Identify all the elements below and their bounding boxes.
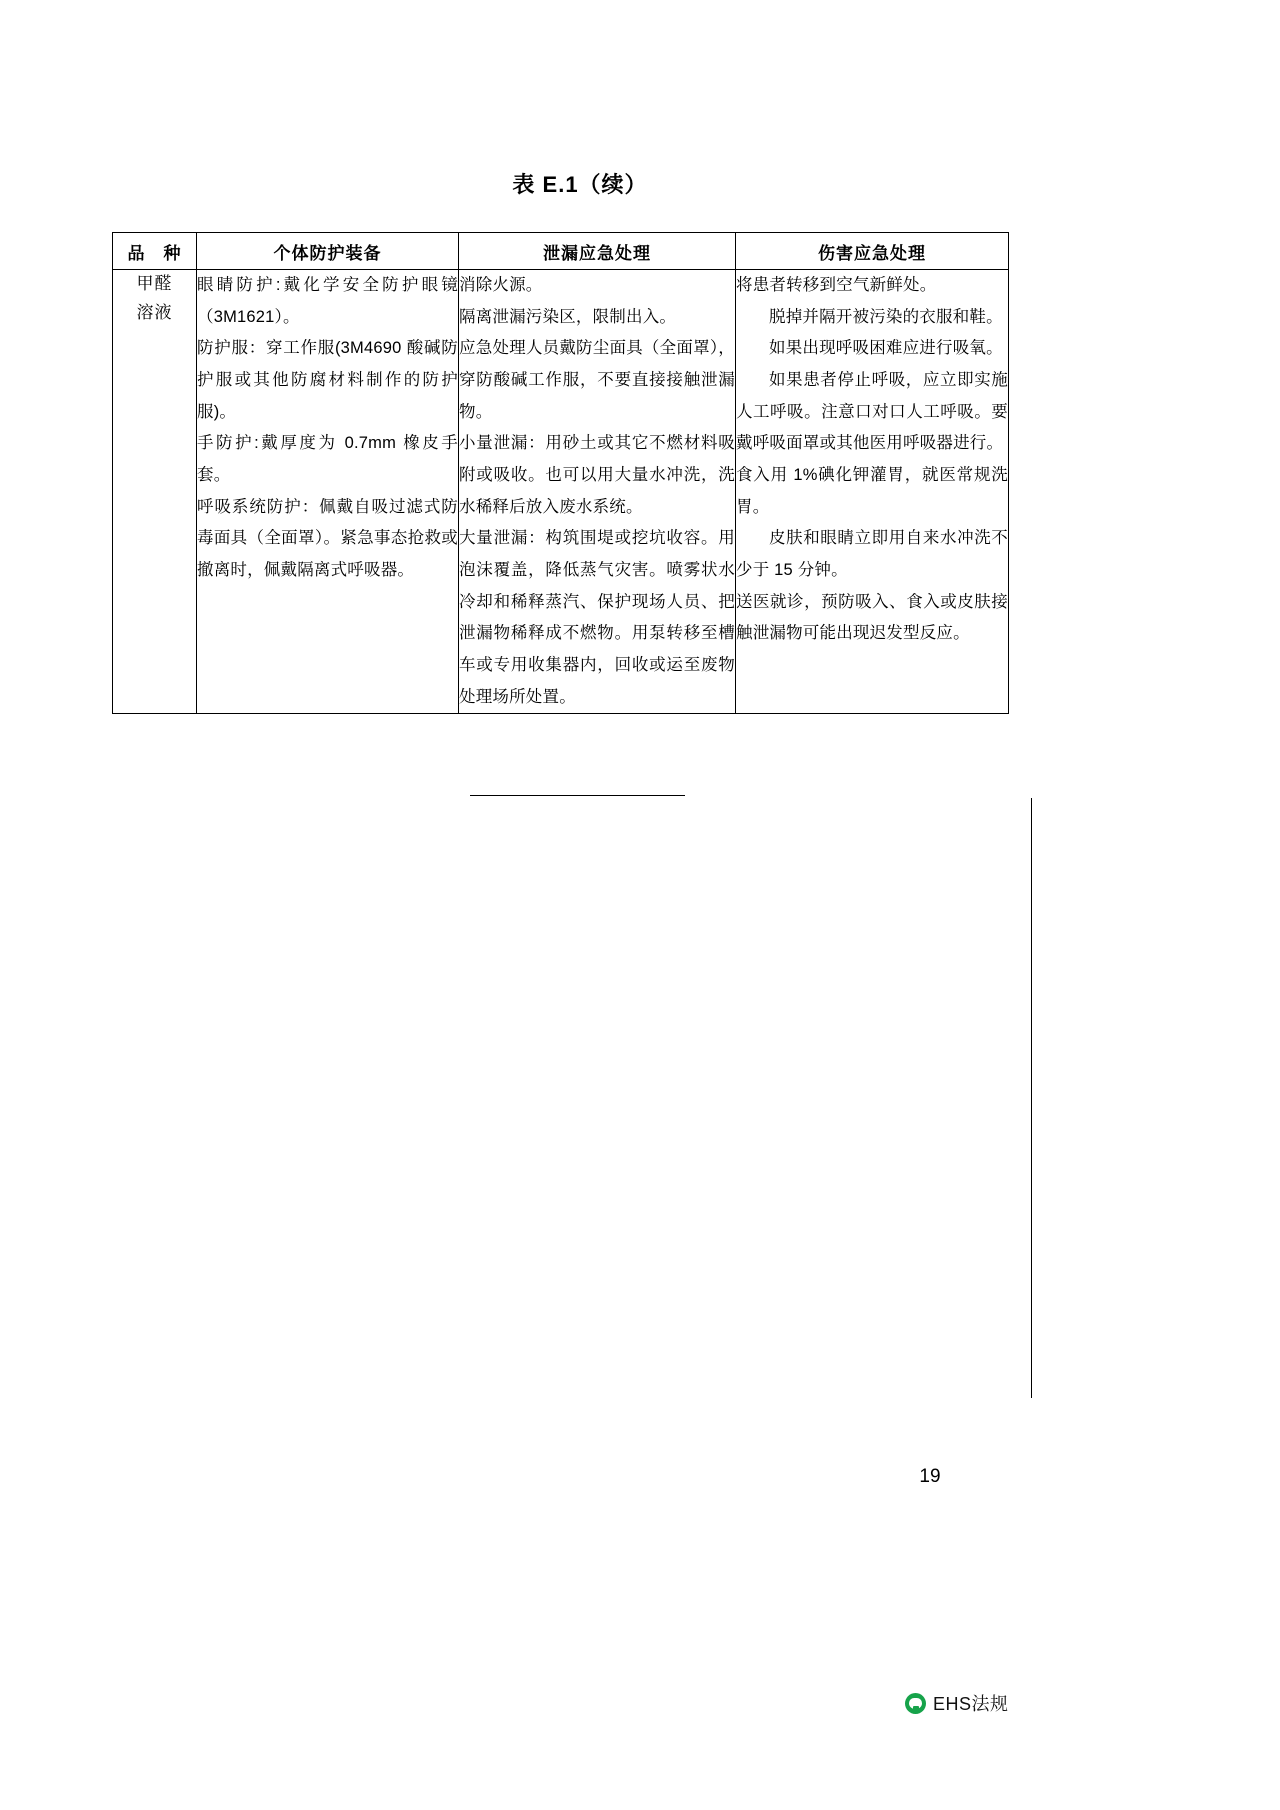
ppe-item: 呼吸系统防护：佩戴自吸过滤式防毒面具（全面罩）。紧急事态抢救或撤离时，佩戴隔离式呼吸器。 [197, 497, 458, 580]
injury-item: 脱掉并隔开被污染的衣服和鞋。 [769, 307, 1003, 326]
column-header-ppe: 个体防护装备 [197, 233, 459, 270]
ppe-item: 防护服：穿工作服(3M4690 酸碱防护服或其他防腐材料制作的防护服)。 [197, 339, 458, 421]
watermark-label: EHS法规 [933, 1694, 1009, 1714]
watermark-badge [905, 1690, 1009, 1716]
leak-item: 应急处理人员戴防尘面具（全面罩），穿防酸碱工作服，不要直接接触泄漏物。 [459, 339, 735, 421]
injury-item: 送医就诊，预防吸入、食入或皮肤接触泄漏物可能出现迟发型反应。 [736, 592, 1008, 643]
ppe-item: 眼睛防护:戴化学安全防护眼镜（3M1621）。 [197, 276, 458, 326]
table-row [113, 270, 1009, 714]
injury-item: 将患者转移到空气新鲜处。 [736, 276, 937, 294]
substance-name-line-2: 溶液 [136, 302, 173, 322]
page-title: 表 E.1（续） [512, 172, 648, 197]
emergency-measures-table [112, 232, 1009, 714]
column-header-leak: 泄漏应急处理 [459, 233, 736, 270]
injury-item: 食入用 1%碘化钾灌胃，就医常规洗胃。 [736, 466, 1008, 516]
cell-injury-response [736, 270, 1009, 714]
substance-name-line-1: 甲醛 [136, 274, 173, 293]
table-header-row [113, 233, 1009, 270]
leak-item: 小量泄漏：用砂土或其它不燃材料吸附或吸收。也可以用大量水冲洗，洗水稀释后放入废水系统。 [459, 434, 735, 516]
leak-item: 隔离泄漏污染区，限制出入。 [459, 307, 677, 326]
cell-ppe [197, 270, 459, 714]
footnote-divider [470, 795, 685, 796]
leak-item: 大量泄漏：构筑围堤或挖坑收容。用泡沫覆盖，降低蒸气灾害。喷雾状水冷却和稀释蒸汽、保护现场人员、把泄漏物稀释成不燃物。用泵转移至槽车或专用收集器内，回收或运至废物处理场所处置。 [459, 529, 735, 706]
cell-substance-name [113, 270, 197, 714]
column-header-species: 品 种 [113, 233, 197, 270]
margin-revision-line [1031, 798, 1032, 1398]
column-header-injury: 伤害应急处理 [736, 233, 1009, 270]
ppe-item: 手防护:戴厚度为 0.7mm 橡皮手套。 [197, 434, 458, 485]
cell-leak-response [459, 270, 736, 714]
injury-item: 如果患者停止呼吸，应立即实施人工呼吸。注意口对口人工呼吸。要戴呼吸面罩或其他医用呼吸器进行。 [736, 371, 1008, 453]
injury-item: 如果出现呼吸困难应进行吸氧。 [769, 339, 1003, 358]
leaf-circle-icon [905, 1693, 926, 1714]
leak-item: 消除火源。 [459, 276, 543, 294]
injury-item: 皮肤和眼睛立即用自来水冲洗不少于 15 分钟。 [736, 529, 1008, 580]
page-number: 19 [919, 1466, 941, 1487]
